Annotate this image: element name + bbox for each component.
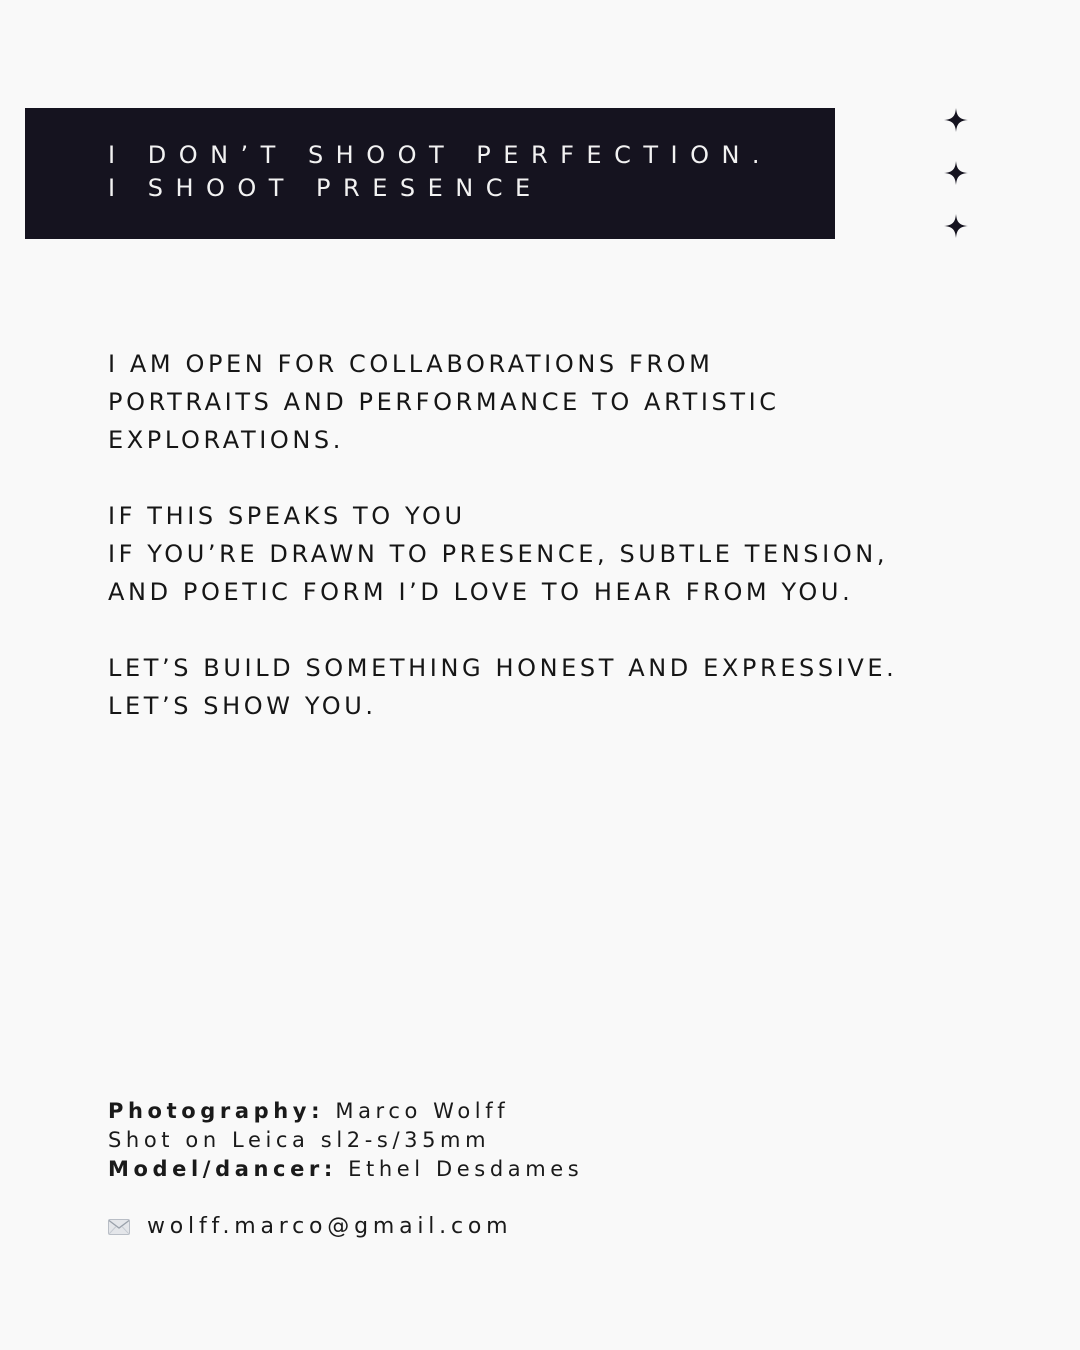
sparkle-icon: [942, 212, 970, 240]
body-line: AND POETIC FORM I’D LOVE TO HEAR FROM YOU.: [108, 578, 854, 606]
contact-email: [108, 1212, 512, 1242]
paragraph-invitation: [108, 497, 1008, 611]
credits: [108, 1097, 583, 1184]
paragraph-collaborations: [108, 345, 1008, 459]
credit-label: Model/dancer:: [108, 1157, 337, 1181]
credit-label: Photography:: [108, 1099, 325, 1123]
body-line: IF YOU’RE DRAWN TO PRESENCE, SUBTLE TENSION,: [108, 540, 889, 568]
body-line: LET’S BUILD SOMETHING HONEST AND EXPRESSIVE.: [108, 654, 898, 682]
credit-value: Ethel Desdames: [336, 1157, 584, 1181]
body-line: EXPLORATIONS.: [108, 426, 344, 454]
headline-line-2: I SHOOT PRESENCE: [108, 174, 543, 202]
credit-model: [108, 1155, 583, 1184]
email-address[interactable]: wolff.marco@gmail.com: [147, 1214, 513, 1239]
headline-line-1: I DON’T SHOOT PERFECTION.: [108, 141, 773, 169]
paragraph-closing: [108, 649, 1008, 725]
body-line: LET’S SHOW YOU.: [108, 692, 377, 720]
body-line: I AM OPEN FOR COLLABORATIONS FROM: [108, 350, 714, 378]
message-body: [108, 345, 1008, 763]
credit-photography: [108, 1097, 583, 1126]
credit-value: Marco Wolff: [324, 1099, 510, 1123]
body-line: IF THIS SPEAKS TO YOU: [108, 502, 466, 530]
body-line: PORTRAITS AND PERFORMANCE TO ARTISTIC: [108, 388, 780, 416]
sparkle-decoration: [942, 106, 970, 246]
sparkle-icon: [942, 106, 970, 134]
credit-camera: Shot on Leica sl2-s/35mm: [108, 1128, 491, 1152]
sparkle-icon: [942, 159, 970, 187]
headline-banner: [25, 108, 835, 239]
envelope-icon: [108, 1219, 130, 1235]
